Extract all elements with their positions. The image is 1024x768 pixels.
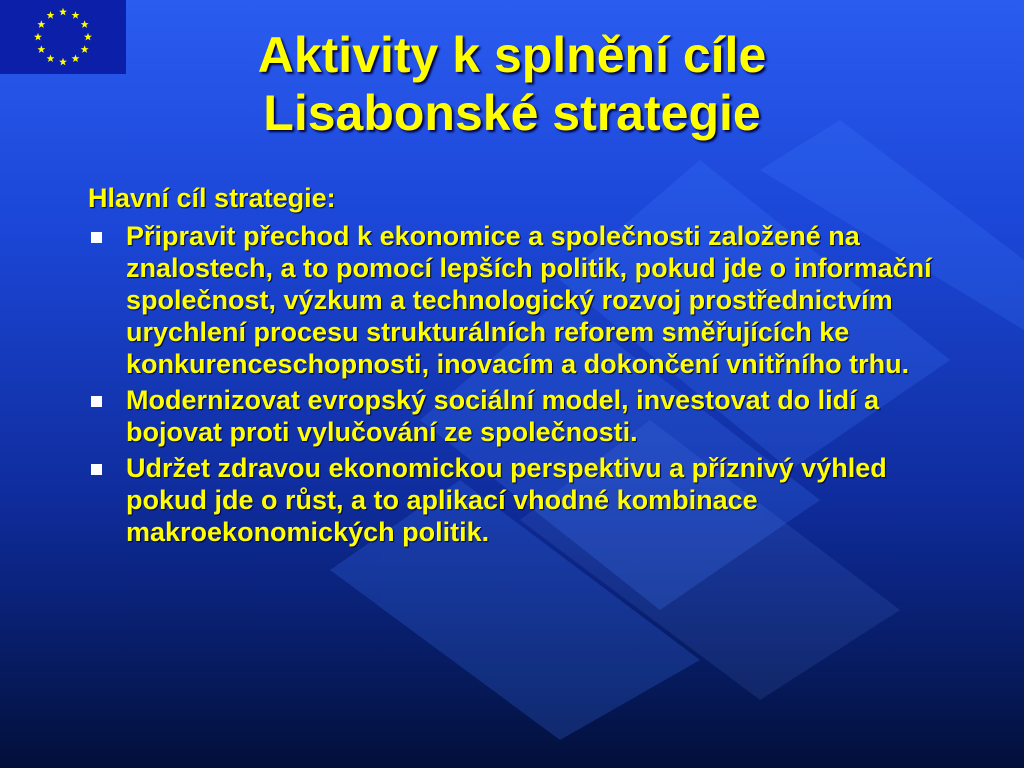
star-icon (81, 20, 89, 28)
star-icon (72, 54, 80, 62)
star-icon (59, 58, 67, 66)
star-icon (47, 54, 55, 62)
bullet-item (88, 384, 938, 448)
square-bullet-icon (91, 464, 102, 475)
title-line-2: Lisabonské strategie (263, 85, 761, 141)
square-bullet-icon (91, 232, 102, 243)
section-heading: Hlavní cíl strategie: (88, 183, 336, 213)
star-icon (34, 33, 42, 41)
bullet-text: Udržet zdravou ekonomickou perspektivu a příznivý výhled pokud jde o růst, a to aplikací vhodné kombinace makroekonomických politik. (126, 453, 887, 547)
star-icon (81, 45, 89, 53)
eu-flag-icon (0, 0, 126, 74)
bullet-list (88, 220, 938, 548)
star-icon (47, 11, 55, 19)
square-bullet-icon (91, 396, 102, 407)
slide-body (88, 182, 938, 552)
bullet-item (88, 452, 938, 548)
star-icon (84, 33, 92, 41)
star-icon (59, 8, 67, 16)
bullet-text: Modernizovat evropský sociální model, investovat do lidí a bojovat proti vylučování ze společnosti. (126, 385, 880, 447)
star-icon (72, 11, 80, 19)
star-icon (37, 20, 45, 28)
title-line-1: Aktivity k splnění cíle (257, 27, 767, 83)
slide-title (130, 26, 894, 142)
bullet-item (88, 220, 938, 380)
bullet-text: Připravit přechod k ekonomice a společnosti založené na znalostech, a to pomocí lepších politik, pokud jde o informační společnost, výzkum a technologický rozvoj prostřednictvím urychlení procesu strukturálních reforem směřujících ke konkurenceschopnosti, inovacím a dokončení vnitřního trhu. (126, 221, 932, 379)
star-icon (37, 45, 45, 53)
star-ring (34, 8, 92, 66)
